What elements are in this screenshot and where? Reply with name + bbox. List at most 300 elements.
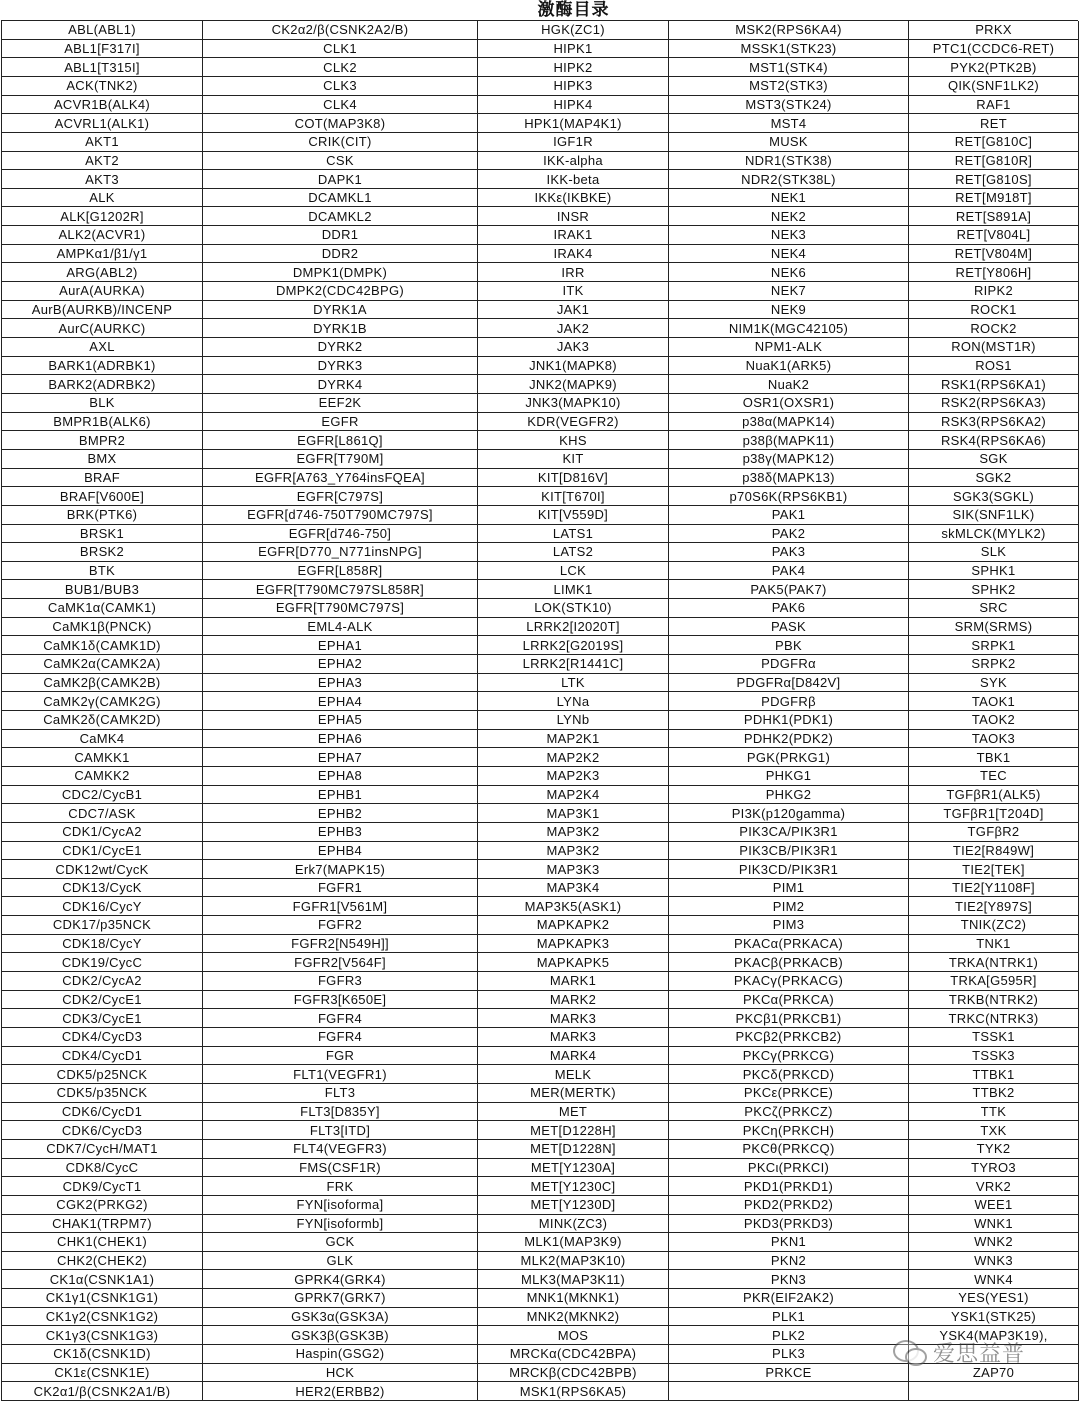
table-cell: PKCβ2(PRKCB2) bbox=[669, 1028, 909, 1047]
table-cell: FGFR3 bbox=[203, 972, 478, 991]
table-cell: TTK bbox=[909, 1103, 1079, 1122]
table-cell: TIE2[R849W] bbox=[909, 842, 1079, 861]
table-cell: PDGFRα bbox=[669, 655, 909, 674]
table-cell: DMPK1(DMPK) bbox=[203, 263, 478, 282]
table-cell: ROCK2 bbox=[909, 319, 1079, 338]
table-cell: VRK2 bbox=[909, 1177, 1079, 1196]
table-cell: EPHA8 bbox=[203, 767, 478, 786]
table-cell: PLK1 bbox=[669, 1308, 909, 1327]
table-cell: CDK9/CycT1 bbox=[2, 1177, 203, 1196]
table-cell: EPHA7 bbox=[203, 748, 478, 767]
table-cell: CDK13/CycK bbox=[2, 879, 203, 898]
table-cell: CDK4/CycD3 bbox=[2, 1028, 203, 1047]
table-cell: SRPK2 bbox=[909, 655, 1079, 674]
table-cell: PLK2 bbox=[669, 1326, 909, 1345]
table-cell: TTBK1 bbox=[909, 1065, 1079, 1084]
table-cell: EPHA3 bbox=[203, 674, 478, 693]
table-cell: MARK4 bbox=[478, 1047, 669, 1066]
table-cell: MARK2 bbox=[478, 991, 669, 1010]
table-cell: RET[G810R] bbox=[909, 152, 1079, 171]
table-cell: MAP3K3 bbox=[478, 860, 669, 879]
table-cell: NIM1K(MGC42105) bbox=[669, 319, 909, 338]
table-cell: WNK4 bbox=[909, 1270, 1079, 1289]
table-cell: WNK1 bbox=[909, 1215, 1079, 1234]
table-cell: MST1(STK4) bbox=[669, 58, 909, 77]
table-cell: SPHK2 bbox=[909, 580, 1079, 599]
table-cell: CK2α2/β(CSNK2A2/B) bbox=[203, 21, 478, 40]
table-cell: RAF1 bbox=[909, 96, 1079, 115]
table-cell: MLK3(MAP3K11) bbox=[478, 1270, 669, 1289]
table-cell: ABL(ABL1) bbox=[2, 21, 203, 40]
table-cell: EPHB4 bbox=[203, 842, 478, 861]
table-cell: PASK bbox=[669, 618, 909, 637]
watermark-text: 爱思益普 bbox=[933, 1341, 1026, 1367]
table-cell: PAK4 bbox=[669, 562, 909, 581]
table-cell: MAP2K2 bbox=[478, 748, 669, 767]
table-cell: LYNa bbox=[478, 692, 669, 711]
table-cell: IRAK1 bbox=[478, 226, 669, 245]
table-cell bbox=[669, 1382, 909, 1401]
table-cell: MINK(ZC3) bbox=[478, 1215, 669, 1234]
table-cell: p70S6K(RPS6KB1) bbox=[669, 487, 909, 506]
table-cell: CDK18/CycY bbox=[2, 935, 203, 954]
table-cell: PHKG2 bbox=[669, 786, 909, 805]
table-cell: TTBK2 bbox=[909, 1084, 1079, 1103]
table-cell: FYN[isoforma] bbox=[203, 1196, 478, 1215]
table-cell: RET[Y806H] bbox=[909, 263, 1079, 282]
table-cell: MAP2K1 bbox=[478, 730, 669, 749]
table-cell: DYRK1A bbox=[203, 301, 478, 320]
table-cell: NEK9 bbox=[669, 301, 909, 320]
table-cell: FLT3[D835Y] bbox=[203, 1103, 478, 1122]
table-cell: ZAP70 bbox=[909, 1364, 1079, 1383]
table-cell: IKK-alpha bbox=[478, 152, 669, 171]
table-cell: CDK19/CycC bbox=[2, 953, 203, 972]
table-cell: EPHB1 bbox=[203, 786, 478, 805]
table-cell: YSK4(MAP3K19), bbox=[909, 1326, 1079, 1345]
table-cell: LTK bbox=[478, 674, 669, 693]
table-cell bbox=[909, 1382, 1079, 1401]
table-cell: CaMK2δ(CAMK2D) bbox=[2, 711, 203, 730]
table-cell: PIM3 bbox=[669, 916, 909, 935]
table-cell: SYK bbox=[909, 674, 1079, 693]
table-cell: CLK3 bbox=[203, 77, 478, 96]
table-cell: MET[Y1230D] bbox=[478, 1196, 669, 1215]
table-cell: MAP3K2 bbox=[478, 823, 669, 842]
table-cell: EPHA5 bbox=[203, 711, 478, 730]
table-cell: DYRK1B bbox=[203, 319, 478, 338]
table-cell: HIPK4 bbox=[478, 96, 669, 115]
table-cell: JAK1 bbox=[478, 301, 669, 320]
table-cell: CK1ε(CSNK1E) bbox=[2, 1364, 203, 1383]
table-cell: LOK(STK10) bbox=[478, 599, 669, 618]
table-cell: CaMK4 bbox=[2, 730, 203, 749]
table-cell: JAK2 bbox=[478, 319, 669, 338]
table-cell: FGFR4 bbox=[203, 1009, 478, 1028]
table-cell: GLK bbox=[203, 1252, 478, 1271]
table-cell: JAK3 bbox=[478, 338, 669, 357]
table-cell: CK1δ(CSNK1D) bbox=[2, 1345, 203, 1364]
table-cell: TNIK(ZC2) bbox=[909, 916, 1079, 935]
table-cell: TIE2[Y897S] bbox=[909, 897, 1079, 916]
table-cell: CK1γ2(CSNK1G2) bbox=[2, 1308, 203, 1327]
table-cell: RET[M918T] bbox=[909, 189, 1079, 208]
table-cell: LRRK2[R1441C] bbox=[478, 655, 669, 674]
table-cell: ITK bbox=[478, 282, 669, 301]
table-cell: BMPR1B(ALK6) bbox=[2, 413, 203, 432]
table-cell: YSK1(STK25) bbox=[909, 1308, 1079, 1327]
table-cell: p38δ(MAPK13) bbox=[669, 469, 909, 488]
table-cell: TGFβR2 bbox=[909, 823, 1079, 842]
table-cell: TAOK1 bbox=[909, 692, 1079, 711]
table-cell: PKACα(PRKACA) bbox=[669, 935, 909, 954]
table-cell: ALK bbox=[2, 189, 203, 208]
table-cell: NEK4 bbox=[669, 245, 909, 264]
table-cell: DYRK4 bbox=[203, 375, 478, 394]
table-cell: TAOK3 bbox=[909, 730, 1079, 749]
table-cell: EGFR bbox=[203, 413, 478, 432]
table-cell: OSR1(OXSR1) bbox=[669, 394, 909, 413]
table-cell: PAK1 bbox=[669, 506, 909, 525]
table-cell: MAP3K4 bbox=[478, 879, 669, 898]
table-cell: ABL1[T315I] bbox=[2, 58, 203, 77]
table-cell: CDK7/CycH/MAT1 bbox=[2, 1140, 203, 1159]
table-cell: DDR2 bbox=[203, 245, 478, 264]
table-cell: PKCβ1(PRKCB1) bbox=[669, 1009, 909, 1028]
table-cell: GSK3α(GSK3A) bbox=[203, 1308, 478, 1327]
table-cell: EGFR[C797S] bbox=[203, 487, 478, 506]
table-cell: RET[G810C] bbox=[909, 133, 1079, 152]
table-cell: BRAF bbox=[2, 469, 203, 488]
table-cell: HGK(ZC1) bbox=[478, 21, 669, 40]
table-cell: GSK3β(GSK3B) bbox=[203, 1326, 478, 1345]
table-cell: EML4-ALK bbox=[203, 618, 478, 637]
table-cell: CDK3/CycE1 bbox=[2, 1009, 203, 1028]
table-cell: skMLCK(MYLK2) bbox=[909, 525, 1079, 544]
table-cell: FGFR3[K650E] bbox=[203, 991, 478, 1010]
table-cell: NEK7 bbox=[669, 282, 909, 301]
table-cell: SGK2 bbox=[909, 469, 1079, 488]
table-cell: PIM2 bbox=[669, 897, 909, 916]
table-cell: DDR1 bbox=[203, 226, 478, 245]
table-cell: IGF1R bbox=[478, 133, 669, 152]
table-cell: WEE1 bbox=[909, 1196, 1079, 1215]
table-cell: EEF2K bbox=[203, 394, 478, 413]
table-cell: RET[S891A] bbox=[909, 207, 1079, 226]
table-cell: KIT bbox=[478, 450, 669, 469]
table-cell: PDGFRα[D842V] bbox=[669, 674, 909, 693]
table-cell: RSK1(RPS6KA1) bbox=[909, 375, 1079, 394]
table-cell: CDK6/CycD3 bbox=[2, 1121, 203, 1140]
table-cell: CDC2/CycB1 bbox=[2, 786, 203, 805]
table-cell: PIM1 bbox=[669, 879, 909, 898]
table-cell: PDHK2(PDK2) bbox=[669, 730, 909, 749]
table-cell: BLK bbox=[2, 394, 203, 413]
table-cell: MAP3K1 bbox=[478, 804, 669, 823]
table-cell: CDK5/p25NCK bbox=[2, 1065, 203, 1084]
table-cell: PKCι(PRKCI) bbox=[669, 1159, 909, 1178]
table-cell: TYK2 bbox=[909, 1140, 1079, 1159]
table-cell: LATS1 bbox=[478, 525, 669, 544]
table-cell: LRRK2[G2019S] bbox=[478, 636, 669, 655]
table-cell: CaMK2γ(CAMK2G) bbox=[2, 692, 203, 711]
table-cell: Erk7(MAPK15) bbox=[203, 860, 478, 879]
table-cell: AMPKα1/β1/γ1 bbox=[2, 245, 203, 264]
table-cell: PKD2(PRKD2) bbox=[669, 1196, 909, 1215]
table-cell: TSSK3 bbox=[909, 1047, 1079, 1066]
table-cell: SGK bbox=[909, 450, 1079, 469]
table-cell: MUSK bbox=[669, 133, 909, 152]
table-cell: AKT3 bbox=[2, 170, 203, 189]
table-cell: CGK2(PRKG2) bbox=[2, 1196, 203, 1215]
table-cell: CaMK1α(CAMK1) bbox=[2, 599, 203, 618]
table-cell: RSK2(RPS6KA3) bbox=[909, 394, 1079, 413]
table-cell: CLK4 bbox=[203, 96, 478, 115]
table-cell: BARK2(ADRBK2) bbox=[2, 375, 203, 394]
table-cell: CDK1/CycA2 bbox=[2, 823, 203, 842]
table-cell: FGFR2 bbox=[203, 916, 478, 935]
table-cell: MARK1 bbox=[478, 972, 669, 991]
table-cell: PKD3(PRKD3) bbox=[669, 1215, 909, 1234]
table-cell: ABL1[F317I] bbox=[2, 40, 203, 59]
table-cell: PTC1(CCDC6-RET) bbox=[909, 40, 1079, 59]
table-cell: MNK1(MKNK1) bbox=[478, 1289, 669, 1308]
table-cell: CLK2 bbox=[203, 58, 478, 77]
table-cell: ACVRL1(ALK1) bbox=[2, 114, 203, 133]
table-cell: WNK3 bbox=[909, 1252, 1079, 1271]
table-cell: PYK2(PTK2B) bbox=[909, 58, 1079, 77]
table-cell: PKACγ(PRKACG) bbox=[669, 972, 909, 991]
table-cell: EGFR[L861Q] bbox=[203, 431, 478, 450]
table-cell: EPHA2 bbox=[203, 655, 478, 674]
table-cell: CDK16/CycY bbox=[2, 897, 203, 916]
table-cell: PKN3 bbox=[669, 1270, 909, 1289]
table-cell: AurC(AURKC) bbox=[2, 319, 203, 338]
table-cell: QIK(SNF1LK2) bbox=[909, 77, 1079, 96]
table-cell: PKACβ(PRKACB) bbox=[669, 953, 909, 972]
table-cell: DAPK1 bbox=[203, 170, 478, 189]
table-cell bbox=[909, 1345, 1079, 1364]
table-cell: MSSK1(STK23) bbox=[669, 40, 909, 59]
table-cell: LYNb bbox=[478, 711, 669, 730]
table-cell: PGK(PRKG1) bbox=[669, 748, 909, 767]
table-cell: FLT3[ITD] bbox=[203, 1121, 478, 1140]
table-cell: CDK8/CycC bbox=[2, 1159, 203, 1178]
table-cell: NPM1-ALK bbox=[669, 338, 909, 357]
table-cell: p38β(MAPK11) bbox=[669, 431, 909, 450]
table-cell: PKN1 bbox=[669, 1233, 909, 1252]
table-cell: BRSK1 bbox=[2, 525, 203, 544]
table-cell: TXK bbox=[909, 1121, 1079, 1140]
table-cell: KDR(VEGFR2) bbox=[478, 413, 669, 432]
table-cell: PKCγ(PRKCG) bbox=[669, 1047, 909, 1066]
table-cell: CAMKK2 bbox=[2, 767, 203, 786]
table-cell: PIK3CB/PIK3R1 bbox=[669, 842, 909, 861]
table-cell: NEK1 bbox=[669, 189, 909, 208]
table-cell: AurA(AURKA) bbox=[2, 282, 203, 301]
page-title: 激酶目录 bbox=[537, 0, 610, 20]
table-cell: MET[D1228H] bbox=[478, 1121, 669, 1140]
table-cell: FRK bbox=[203, 1177, 478, 1196]
table-cell: MAP3K2 bbox=[478, 842, 669, 861]
table-cell: EGFR[d746-750] bbox=[203, 525, 478, 544]
table-cell: CaMK2α(CAMK2A) bbox=[2, 655, 203, 674]
table-cell: CaMK1δ(CAMK1D) bbox=[2, 636, 203, 655]
table-cell: FGFR2[V564F] bbox=[203, 953, 478, 972]
table-cell: CDK4/CycD1 bbox=[2, 1047, 203, 1066]
table-cell: EPHB2 bbox=[203, 804, 478, 823]
table-cell: TGFβR1(ALK5) bbox=[909, 786, 1079, 805]
table-cell: ARG(ABL2) bbox=[2, 263, 203, 282]
table-cell: NuaK1(ARK5) bbox=[669, 357, 909, 376]
table-cell: SPHK1 bbox=[909, 562, 1079, 581]
table-cell: TYRO3 bbox=[909, 1159, 1079, 1178]
table-cell: HPK1(MAP4K1) bbox=[478, 114, 669, 133]
table-cell: AurB(AURKB)/INCENP bbox=[2, 301, 203, 320]
table-cell: KIT[D816V] bbox=[478, 469, 669, 488]
table-cell: CK1γ1(CSNK1G1) bbox=[2, 1289, 203, 1308]
table-cell: ALK[G1202R] bbox=[2, 207, 203, 226]
table-cell: RSK4(RPS6KA6) bbox=[909, 431, 1079, 450]
table-cell: BTK bbox=[2, 562, 203, 581]
table-cell: TRKA[G595R] bbox=[909, 972, 1079, 991]
table-cell: TAOK2 bbox=[909, 711, 1079, 730]
table-cell: SIK(SNF1LK) bbox=[909, 506, 1079, 525]
table-cell: YES(YES1) bbox=[909, 1289, 1079, 1308]
table-cell: MST3(STK24) bbox=[669, 96, 909, 115]
table-cell: MLK1(MAP3K9) bbox=[478, 1233, 669, 1252]
table-cell: NDR2(STK38L) bbox=[669, 170, 909, 189]
table-cell: FLT4(VEGFR3) bbox=[203, 1140, 478, 1159]
table-cell: MAP3K5(ASK1) bbox=[478, 897, 669, 916]
table-cell: BRSK2 bbox=[2, 543, 203, 562]
table-cell: IKK-beta bbox=[478, 170, 669, 189]
table-cell: NEK2 bbox=[669, 207, 909, 226]
table-cell: CaMK1β(PNCK) bbox=[2, 618, 203, 637]
table-cell: p38γ(MAPK12) bbox=[669, 450, 909, 469]
table-cell: TNK1 bbox=[909, 935, 1079, 954]
table-cell: RIPK2 bbox=[909, 282, 1079, 301]
table-cell: INSR bbox=[478, 207, 669, 226]
table-cell: HIPK1 bbox=[478, 40, 669, 59]
table-cell: EPHA6 bbox=[203, 730, 478, 749]
table-cell: BMX bbox=[2, 450, 203, 469]
table-cell: SLK bbox=[909, 543, 1079, 562]
table-cell: MNK2(MKNK2) bbox=[478, 1308, 669, 1327]
table-cell: HIPK2 bbox=[478, 58, 669, 77]
table-cell: p38α(MAPK14) bbox=[669, 413, 909, 432]
table-cell: CK1γ3(CSNK1G3) bbox=[2, 1326, 203, 1345]
table-cell: SRPK1 bbox=[909, 636, 1079, 655]
table-cell: RET[V804M] bbox=[909, 245, 1079, 264]
table-cell: EPHB3 bbox=[203, 823, 478, 842]
table-cell: LATS2 bbox=[478, 543, 669, 562]
table-cell: JNK2(MAPK9) bbox=[478, 375, 669, 394]
table-cell: MAPKAPK2 bbox=[478, 916, 669, 935]
table-cell: RON(MST1R) bbox=[909, 338, 1079, 357]
table-cell: KHS bbox=[478, 431, 669, 450]
table-cell: PKCζ(PRKCZ) bbox=[669, 1103, 909, 1122]
table-cell: CDK2/CycA2 bbox=[2, 972, 203, 991]
table-cell: MET bbox=[478, 1103, 669, 1122]
table-cell: KIT[V559D] bbox=[478, 506, 669, 525]
table-cell: FGFR1[V561M] bbox=[203, 897, 478, 916]
table-cell: MLK2(MAP3K10) bbox=[478, 1252, 669, 1271]
table-cell: TSSK1 bbox=[909, 1028, 1079, 1047]
table-cell: MARK3 bbox=[478, 1028, 669, 1047]
table-cell: TRKA(NTRK1) bbox=[909, 953, 1079, 972]
table-cell: CDK5/p35NCK bbox=[2, 1084, 203, 1103]
table-cell: TEC bbox=[909, 767, 1079, 786]
table-cell: KIT[T670I] bbox=[478, 487, 669, 506]
table-cell: TRKB(NTRK2) bbox=[909, 991, 1079, 1010]
table-cell: CaMK2β(CAMK2B) bbox=[2, 674, 203, 693]
table-cell: MAP2K4 bbox=[478, 786, 669, 805]
table-cell: ALK2(ACVR1) bbox=[2, 226, 203, 245]
table-cell: RET[G810S] bbox=[909, 170, 1079, 189]
table-cell: FLT3 bbox=[203, 1084, 478, 1103]
table-cell: PIK3CA/PIK3R1 bbox=[669, 823, 909, 842]
table-cell: MAPKAPK3 bbox=[478, 935, 669, 954]
table-cell: JNK1(MAPK8) bbox=[478, 357, 669, 376]
table-cell: EGFR[d746-750T790MC797S] bbox=[203, 506, 478, 525]
table-cell: CK1α(CSNK1A1) bbox=[2, 1270, 203, 1289]
table-cell: MAP2K3 bbox=[478, 767, 669, 786]
table-cell: MSK2(RPS6KA4) bbox=[669, 21, 909, 40]
table-cell: PDHK1(PDK1) bbox=[669, 711, 909, 730]
table-cell: RET[V804L] bbox=[909, 226, 1079, 245]
table-cell: PKCε(PRKCE) bbox=[669, 1084, 909, 1103]
table-cell: DMPK2(CDC42BPG) bbox=[203, 282, 478, 301]
table-cell: PHKG1 bbox=[669, 767, 909, 786]
table-cell: BMPR2 bbox=[2, 431, 203, 450]
table-cell: CSK bbox=[203, 152, 478, 171]
table-cell: PBK bbox=[669, 636, 909, 655]
table-cell: PDGFRβ bbox=[669, 692, 909, 711]
table-cell: LRRK2[I2020T] bbox=[478, 618, 669, 637]
table-cell: MSK1(RPS6KA5) bbox=[478, 1382, 669, 1401]
table-cell: CAMKK1 bbox=[2, 748, 203, 767]
table-cell: EGFR[L858R] bbox=[203, 562, 478, 581]
table-cell: TIE2[TEK] bbox=[909, 860, 1079, 879]
table-cell: GPRK7(GRK7) bbox=[203, 1289, 478, 1308]
table-cell: EGFR[A763_Y764insFQEA] bbox=[203, 469, 478, 488]
table-cell: MET[D1228N] bbox=[478, 1140, 669, 1159]
table-cell: FLT1(VEGFR1) bbox=[203, 1065, 478, 1084]
table-cell: EGFR[T790M] bbox=[203, 450, 478, 469]
table-cell: MOS bbox=[478, 1326, 669, 1345]
table-cell: DCAMKL2 bbox=[203, 207, 478, 226]
table-cell: PAK3 bbox=[669, 543, 909, 562]
table-cell: CK2α1/β(CSNK2A1/B) bbox=[2, 1382, 203, 1401]
table-cell: MST4 bbox=[669, 114, 909, 133]
table-cell: ROCK1 bbox=[909, 301, 1079, 320]
table-cell: ACVR1B(ALK4) bbox=[2, 96, 203, 115]
table-cell: DYRK3 bbox=[203, 357, 478, 376]
table-cell: PKCθ(PRKCQ) bbox=[669, 1140, 909, 1159]
table-cell: AKT1 bbox=[2, 133, 203, 152]
table-cell: ROS1 bbox=[909, 357, 1079, 376]
table-cell: FGFR1 bbox=[203, 879, 478, 898]
table-cell: PKN2 bbox=[669, 1252, 909, 1271]
table-cell: CLK1 bbox=[203, 40, 478, 59]
table-cell: NEK3 bbox=[669, 226, 909, 245]
table-cell: PKCα(PRKCA) bbox=[669, 991, 909, 1010]
table-cell: AXL bbox=[2, 338, 203, 357]
table-cell: IRR bbox=[478, 263, 669, 282]
table-cell: IRAK4 bbox=[478, 245, 669, 264]
table-cell: NuaK2 bbox=[669, 375, 909, 394]
